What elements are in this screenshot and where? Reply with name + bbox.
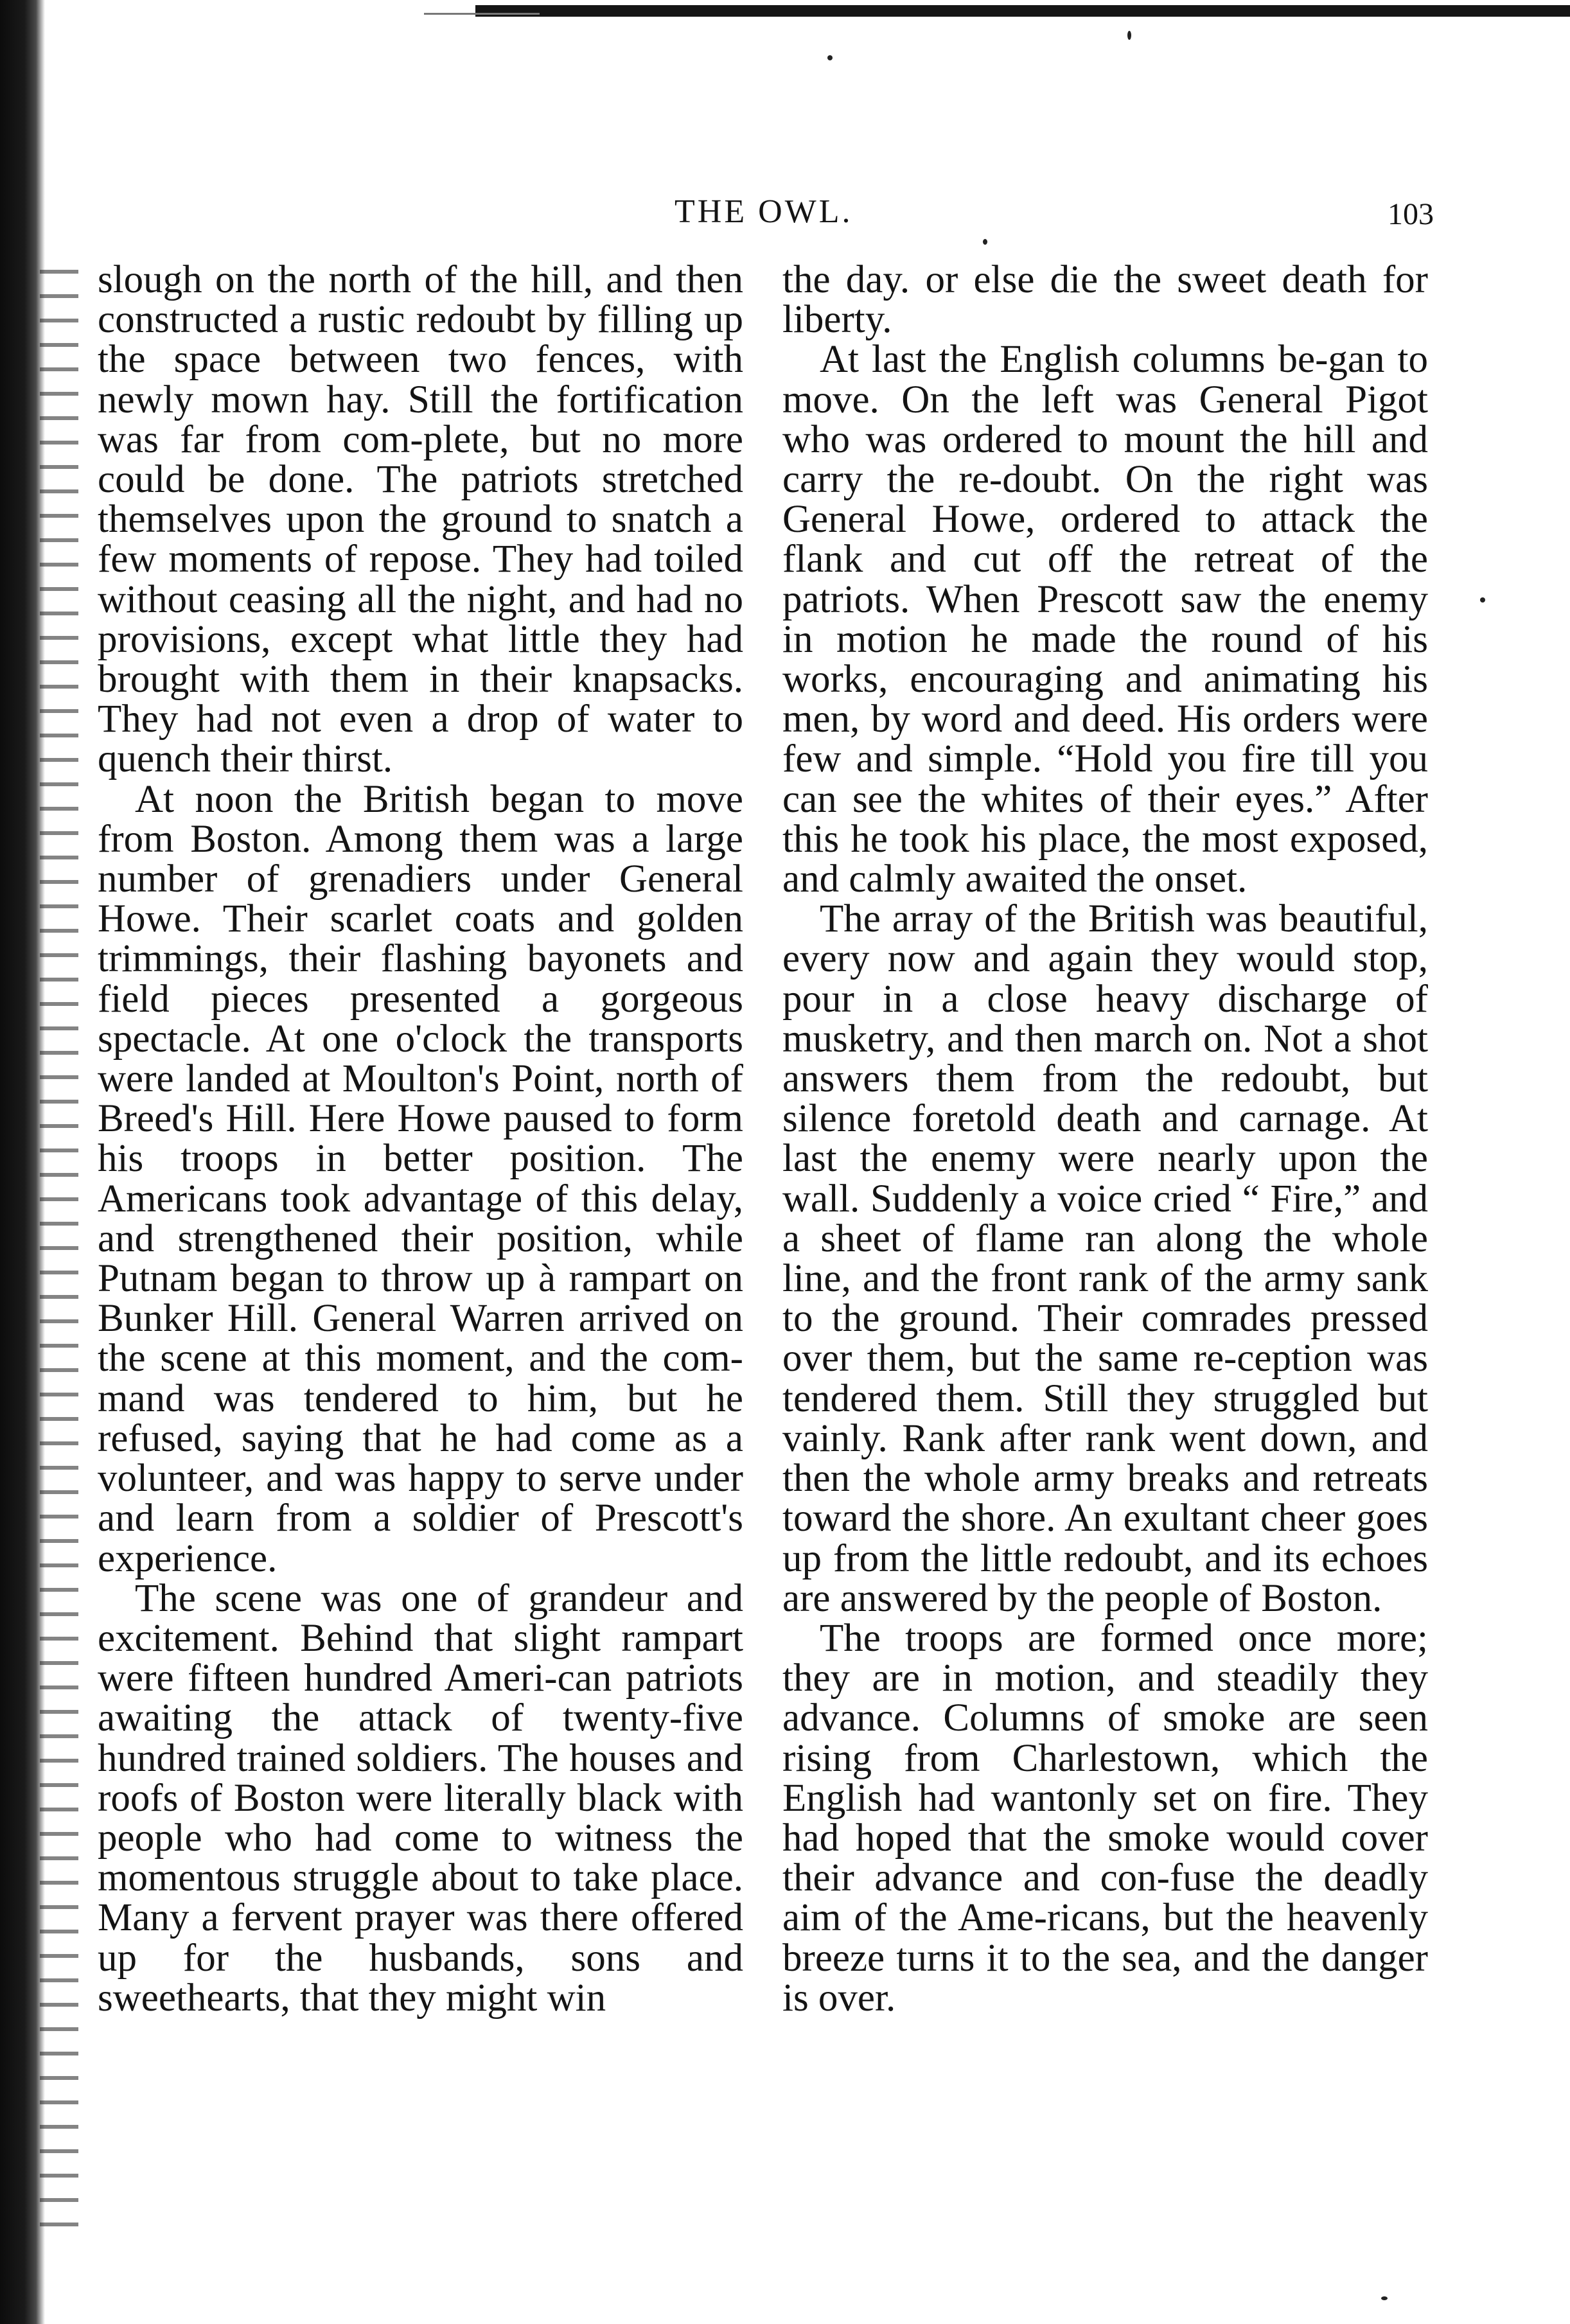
paragraph: At noon the British began to move from Boston. Among them was a large number of grenadiers under General Howe. Their scarlet coats and golden trimmings, their flashing bayonets and field pieces presented a gorgeous spectacle. At one o'clock the transports were landed at Moulton's Point, north of Breed's Hill. Here Howe paused to form his troops in better position. The Americans took advantage of this delay, and strengthened their position, while Putnam began to throw up à rampart on Bunker Hill. General Warren arrived on the scene at this moment, and the com-mand was tendered to him, but he refused, saying that he had come as a volunteer, and was happy to serve under and learn from a soldier of Prescott's experience. [98,777,743,1580]
paragraph: At last the English columns be-gan to move. On the left was General Pigot who was ordered to mount the hill and carry the re-doubt. On the right was General Howe, ordered to attack the flank and cut off the retreat of the patriots. When Prescott saw the enemy in motion he made the round of his works, encouraging and animating his men, by word and deed. His orders were few and simple. “Hold you fire till you can see the whites of their eyes.” After this he took his place, the most exposed, and calmly awaited the onset. [782,338,1428,901]
right-column [782,260,1428,2018]
journal-title: THE OWL. [675,193,853,230]
paragraph: The scene was one of grandeur and excitement. Behind that slight rampart were fifteen hundred Ameri-can patriots awaiting the attack of twenty-five hundred trained soldiers. The houses and roofs of Boston were literally black with people who had come to witness the momentous struggle about to take place. Many a fervent prayer was there offered up for the husbands, sons and sweethearts, that they might win [98,1576,743,2020]
scan-edge-speckle [40,270,78,2229]
scan-speck [1480,597,1485,603]
scan-top-border [475,5,1570,17]
paragraph: slough on the north of the hill, and then constructed a rustic redoubt by filling up the space between two fences, with newly mown hay. Still the fortification was far from com-plete, but no more could be done. The patriots stretched themselves upon the ground to snatch a few moments of repose. They had toiled without ceasing all the night, and had no provisions, except what little they had brought with them in their knapsacks. They had not even a drop of water to quench their thirst. [98,258,743,781]
scan-top-border-thin [424,13,540,15]
scan-speck [827,55,833,60]
running-head [0,191,1570,243]
scan-speck [1381,2296,1388,2300]
paragraph: the day. or else die the sweet death for liberty. [782,258,1428,342]
paragraph: The array of the British was beautiful, every now and again they would stop, pour in a close heavy discharge of musketry, and then march on. Not a shot answers them from the redoubt, but silence foretold death and carnage. At last the enemy were nearly upon the wall. Suddenly a voice cried “ Fire,” and a sheet of flame ran along the whole line, and the front rank of the army sank to the ground. Their comrades pressed over them, but the same re-ception was tendered them. Still they struggled but vainly. Rank after rank went down, and then the whole army breaks and retreats toward the shore. An exultant cheer goes up from the little redoubt, and its echoes are answered by the people of Boston. [782,897,1428,1620]
left-column [98,260,743,2018]
page-number: 103 [1388,197,1434,231]
paragraph: The troops are formed once more; they are in motion, and steadily they advance. Columns of smoke are seen rising from Charlestown, which the English had wantonly set on fire. They had hoped that the smoke would cover their advance and con-fuse the deadly aim of the Ame-ricans, but the heavenly breeze turns it to the sea, and the danger is over. [782,1616,1428,2020]
scan-speck [1127,31,1131,40]
scan-binding-shadow [0,0,45,2324]
